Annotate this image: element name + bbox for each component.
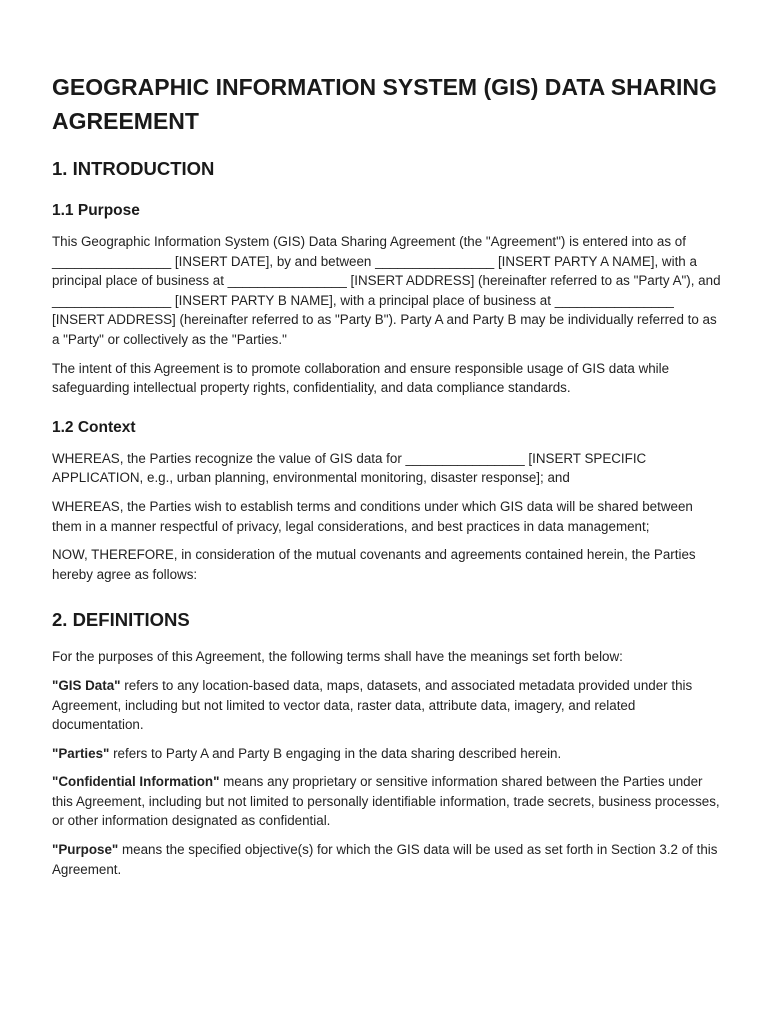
context-paragraph-2: WHEREAS, the Parties wish to establish terms and conditions under which GIS data will be shared between them in a manner respectful of privacy, legal considerations, and best practices in data management; [52,498,693,534]
definition-term: "Confidential Information" [52,774,220,790]
definition-term: "Purpose" [52,842,119,858]
context-paragraph-3: NOW, THEREFORE, in consideration of the mutual covenants and agreements contained herein, the Parties hereby agree as follows: [52,547,696,582]
definition-parties [52,744,722,764]
definition-text: means any proprietary or sensitive information shared between the Parties under this Agreement, including but not limited to personally identifiable information, trade secrets, business processes, or other information designated as confidential. [52,774,720,829]
definition-gis-data [52,676,722,735]
definition-text: means the specified objective(s) for which the GIS data will be used as set forth in Section 3.2 of this Agreement. [52,842,718,877]
section-definitions [52,607,722,879]
context-paragraph-1: WHEREAS, the Parties recognize the value of GIS data for ________________ [INSERT SPECIFIC APPLICATION, e.g., urban planning, environmental monitoring, disaster response]; and [52,450,647,486]
subsection-heading-purpose: 1.1 Purpose [52,202,140,219]
section-introduction [52,156,722,584]
document-page [52,70,722,888]
subsection-purpose [52,200,722,398]
purpose-paragraph-2: The intent of this Agreement is to promote collaboration and ensure responsible usage of GIS data while safeguarding intellectual property rights, confidentiality, and data compliance standards. [52,360,670,396]
definition-text: refers to any location-based data, maps, datasets, and associated metadata provided under this Agreement, including but not limited to vector data, raster data, attribute data, imagery, and related documentation. [52,677,693,733]
section-heading-introduction: 1. INTRODUCTION [52,158,215,179]
definition-text: refers to Party A and Party B engaging in the data sharing described herein. [109,745,562,761]
definition-purpose [52,840,722,879]
document-title: GEOGRAPHIC INFORMATION SYSTEM (GIS) DATA SHARING AGREEMENT [52,74,717,134]
definition-term: "Parties" [52,745,110,761]
definitions-intro: For the purposes of this Agreement, the following terms shall have the meanings set forth below: [52,649,623,665]
purpose-paragraph-1: This Geographic Information System (GIS) Data Sharing Agreement (the "Agreement") is entered into as of ________________ [INSERT DATE], by and between ________________ [INSERT PARTY A NAME], with a principal place of business at ________________ [INSERT ADDRESS] (hereinafter referred to as "Party A"), and ________________ [INSERT PARTY B NAME], with a principal place of business at ________________ [INSERT ADDRESS] (hereinafter referred to as "Party B"). Party A and Party B may be individually referred to as a "Party" or collectively as the "Parties." [52,234,721,347]
definition-term: "GIS Data" [52,677,121,693]
section-heading-definitions: 2. DEFINITIONS [52,609,190,631]
subsection-heading-context: 1.2 Context [52,418,136,436]
subsection-context [52,417,722,585]
definition-confidential-information [52,772,722,831]
